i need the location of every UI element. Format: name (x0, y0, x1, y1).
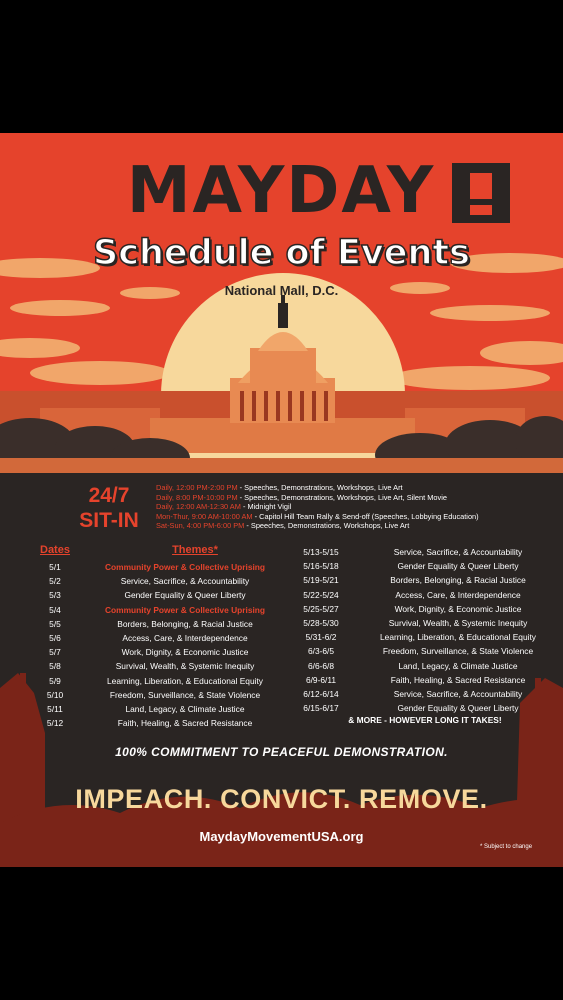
theme-cell: Service, Sacrifice, & Accountability (393, 547, 523, 557)
date-cell: 5/2 (49, 576, 61, 587)
date-cell: 5/8 (49, 661, 61, 672)
sitin-desc: - Speeches, Demonstrations, Workshops, Live Art (244, 521, 410, 531)
slogan: IMPEACH. CONVICT. REMOVE. (75, 784, 488, 814)
more-label: & MORE - HOWEVER LONG IT TAKES! (348, 715, 502, 725)
sitin-row (156, 512, 556, 522)
theme-cell: Faith, Healing, & Sacred Resistance (390, 674, 526, 685)
theme-cell: Learning, Liberation, & Educational Equity (380, 632, 536, 643)
theme-cell: Gender Equality & Queer Liberty (397, 561, 519, 572)
commitment-line: 100% COMMITMENT TO PEACEFUL DEMONSTRATION. (115, 745, 448, 759)
table-row (0, 716, 290, 730)
table-row (0, 645, 290, 659)
date-cell: 5/25-5/27 (303, 603, 339, 614)
sitin-desc: - Midnight Vigil (240, 502, 292, 512)
date-cell: 6/3-6/5 (307, 646, 335, 657)
brand-title: MAYDAY (126, 154, 436, 228)
sitin-row (156, 521, 556, 531)
sitin-time: Daily, 12:00 AM-12:30 AM (156, 502, 241, 512)
date-cell: 5/11 (47, 704, 63, 714)
date-cell: 5/13-5/15 (303, 547, 339, 557)
table-row (290, 673, 563, 687)
date-cell: 5/5 (49, 618, 61, 629)
theme-cell: Survival, Wealth, & Systemic Inequity (388, 618, 528, 628)
table-row (0, 674, 290, 688)
date-cell: 5/31-6/2 (305, 632, 337, 643)
sitin-time: Daily, 8:00 PM-10:00 PM (156, 492, 238, 502)
sitin-schedule (156, 483, 556, 531)
sitin-time: Sat-Sun, 4:00 PM-6:00 PM (156, 521, 245, 531)
subject-to-change-note: * Subject to change (480, 844, 533, 850)
table-row (0, 631, 290, 645)
date-cell: 5/22-5/24 (303, 589, 339, 600)
table-row (290, 545, 563, 559)
theme-cell: Borders, Belonging, & Racial Justice (390, 575, 526, 586)
table-row (0, 688, 290, 702)
table-row (290, 588, 563, 602)
date-cell: 5/4 (49, 604, 61, 615)
theme-cell: Land, Legacy, & Climate Justice (398, 660, 518, 671)
date-cell: 5/16-5/18 (303, 561, 339, 572)
theme-cell: Community Power & Collective Uprising (104, 604, 266, 615)
sitin-desc: - Speeches, Demonstrations, Workshops, Live Art, Silent Movie (237, 492, 447, 502)
sitin-time: Daily, 12:00 PM-2:00 PM (156, 483, 238, 492)
theme-cell: Faith, Healing, & Sacred Resistance (117, 718, 253, 729)
table-row (290, 659, 563, 673)
location-label: National Mall, D.C. (224, 283, 339, 298)
sitin-label (54, 483, 164, 533)
sitin-time: Mon-Thur, 9:00 AM-10:00 AM (156, 511, 253, 521)
date-cell: 5/3 (49, 590, 61, 601)
theme-cell: Freedom, Surveillance, & State Violence (109, 689, 261, 700)
theme-cell: Gender Equality & Queer Liberty (397, 703, 519, 714)
theme-cell: Borders, Belonging, & Racial Justice (117, 618, 253, 629)
theme-cell: Access, Care, & Interdependence (395, 589, 521, 600)
table-row (0, 574, 290, 588)
date-cell: 5/12 (46, 718, 64, 729)
themes-header: Themes* (172, 544, 218, 556)
table-row (0, 603, 290, 617)
date-cell: 5/28-5/30 (303, 618, 339, 628)
theme-cell: Service, Sacrifice, & Accountability (120, 576, 250, 587)
table-row (290, 687, 563, 701)
date-cell: 5/7 (49, 647, 61, 658)
table-row (0, 659, 290, 673)
sitin-row (156, 483, 556, 493)
date-cell: 6/15-6/17 (303, 703, 339, 714)
sitin-row (156, 502, 556, 512)
table-row (290, 630, 563, 644)
theme-cell: Land, Legacy, & Climate Justice (125, 704, 245, 714)
theme-cell: Work, Dignity, & Economic Justice (121, 647, 249, 658)
date-cell: 5/10 (46, 689, 64, 700)
theme-cell: Learning, Liberation, & Educational Equity (107, 675, 263, 686)
theme-cell: Community Power & Collective Uprising (104, 562, 266, 572)
date-cell: 5/1 (49, 562, 61, 572)
sitin-row (156, 493, 556, 503)
sitin-line-1: 24/7 (88, 484, 130, 507)
theme-cell: Gender Equality & Queer Liberty (124, 590, 246, 601)
sitin-desc: - Speeches, Demonstrations, Workshops, Live Art (237, 483, 403, 492)
sitin-desc: - Capitol Hill Team Rally & Send-off (Speeches, Lobbying Education) (252, 511, 479, 521)
table-row (0, 588, 290, 602)
date-cell: 5/19-5/21 (303, 575, 339, 586)
table-row (290, 602, 563, 616)
sitin-line-2: SIT-IN (79, 509, 139, 532)
poster (0, 133, 563, 867)
theme-cell: Survival, Wealth, & Systemic Inequity (115, 661, 255, 672)
table-row (290, 701, 563, 715)
theme-cell: Access, Care, & Interdependence (122, 633, 248, 643)
dates-header: Dates (40, 544, 70, 556)
date-cell: 6/6-6/8 (307, 660, 335, 671)
table-row (0, 560, 290, 574)
website-link[interactable]: MaydayMovementUSA.org (199, 829, 364, 844)
table-row (290, 573, 563, 587)
date-cell: 5/9 (49, 675, 61, 686)
schedule-title: Schedule of Events (93, 233, 470, 273)
table-row (0, 617, 290, 631)
theme-cell: Freedom, Surveillance, & State Violence (382, 646, 534, 657)
right-schedule (290, 545, 563, 731)
table-row (290, 616, 563, 630)
date-cell: 6/12-6/14 (303, 689, 339, 699)
left-schedule (0, 560, 290, 732)
theme-cell: Service, Sacrifice, & Accountability (393, 689, 523, 699)
table-row (290, 559, 563, 573)
theme-cell: Work, Dignity, & Economic Justice (394, 603, 522, 614)
date-cell: 6/9-6/11 (305, 674, 337, 685)
table-row (290, 644, 563, 658)
date-cell: 5/6 (49, 633, 61, 643)
table-row (0, 702, 290, 716)
